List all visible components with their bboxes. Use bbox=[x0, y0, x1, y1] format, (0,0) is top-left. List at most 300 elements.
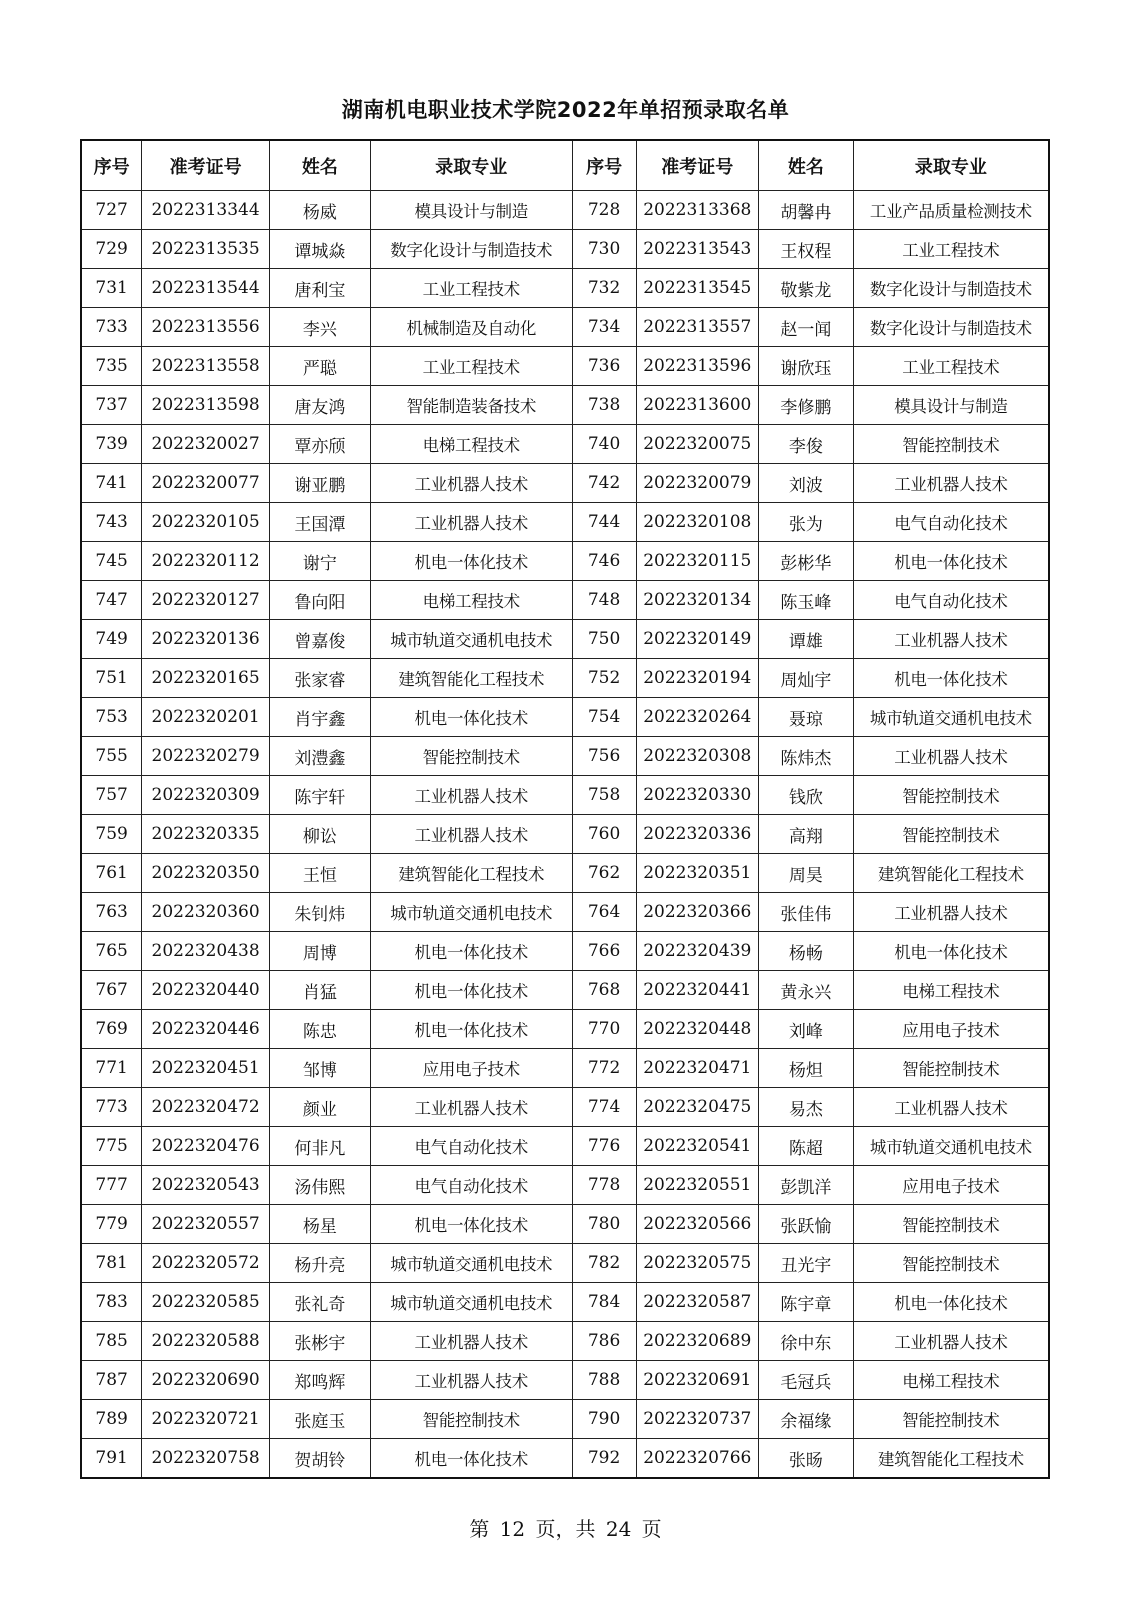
cell-major-right: 电梯工程技术 bbox=[853, 1361, 1049, 1400]
cell-seq-left: 785 bbox=[81, 1322, 142, 1361]
cell-major-right: 工业工程技术 bbox=[853, 230, 1049, 269]
cell-exam-id-left: 2022320136 bbox=[142, 620, 270, 659]
cell-name-right: 谢欣珏 bbox=[759, 347, 854, 386]
cell-seq-right: 744 bbox=[572, 503, 636, 542]
cell-seq-right: 784 bbox=[572, 1283, 636, 1322]
table-row bbox=[81, 1127, 1049, 1166]
cell-name-right: 陈玉峰 bbox=[759, 581, 854, 620]
cell-seq-left: 789 bbox=[81, 1400, 142, 1439]
cell-name-right: 聂琼 bbox=[759, 698, 854, 737]
cell-seq-left: 779 bbox=[81, 1205, 142, 1244]
cell-exam-id-right: 2022313596 bbox=[636, 347, 759, 386]
cell-exam-id-right: 2022320448 bbox=[636, 1010, 759, 1049]
cell-major-right: 电气自动化技术 bbox=[853, 503, 1049, 542]
cell-major-right: 电气自动化技术 bbox=[853, 581, 1049, 620]
cell-seq-right: 766 bbox=[572, 932, 636, 971]
cell-seq-left: 771 bbox=[81, 1049, 142, 1088]
table-row bbox=[81, 1088, 1049, 1127]
cell-major-left: 数字化设计与制造技术 bbox=[370, 230, 572, 269]
table-body bbox=[81, 191, 1049, 1479]
cell-name-left: 柳讼 bbox=[269, 815, 370, 854]
cell-exam-id-left: 2022320438 bbox=[142, 932, 270, 971]
header-seq-left: 序号 bbox=[81, 140, 142, 191]
cell-seq-right: 738 bbox=[572, 386, 636, 425]
cell-exam-id-right: 2022320308 bbox=[636, 737, 759, 776]
cell-exam-id-right: 2022320194 bbox=[636, 659, 759, 698]
cell-exam-id-right: 2022320149 bbox=[636, 620, 759, 659]
cell-exam-id-left: 2022313556 bbox=[142, 308, 270, 347]
page-number: 第 12 页，共 24 页 bbox=[469, 1517, 662, 1541]
cell-seq-right: 778 bbox=[572, 1166, 636, 1205]
table-row bbox=[81, 698, 1049, 737]
cell-name-right: 敬紫龙 bbox=[759, 269, 854, 308]
cell-major-left: 电梯工程技术 bbox=[370, 581, 572, 620]
table-row bbox=[81, 386, 1049, 425]
table-row bbox=[81, 1322, 1049, 1361]
cell-name-right: 李俊 bbox=[759, 425, 854, 464]
cell-seq-left: 777 bbox=[81, 1166, 142, 1205]
cell-major-left: 机械制造及自动化 bbox=[370, 308, 572, 347]
header-exam-id-right: 准考证号 bbox=[636, 140, 759, 191]
cell-major-right: 智能控制技术 bbox=[853, 1400, 1049, 1439]
admission-table bbox=[80, 139, 1050, 1479]
cell-major-right: 工业工程技术 bbox=[853, 347, 1049, 386]
cell-exam-id-left: 2022313535 bbox=[142, 230, 270, 269]
cell-major-left: 工业机器人技术 bbox=[370, 464, 572, 503]
cell-name-right: 周昊 bbox=[759, 854, 854, 893]
cell-exam-id-left: 2022313344 bbox=[142, 191, 270, 230]
cell-major-right: 工业机器人技术 bbox=[853, 893, 1049, 932]
cell-exam-id-right: 2022320541 bbox=[636, 1127, 759, 1166]
cell-major-left: 城市轨道交通机电技术 bbox=[370, 1244, 572, 1283]
table-row bbox=[81, 1244, 1049, 1283]
cell-seq-left: 755 bbox=[81, 737, 142, 776]
cell-name-right: 丑光宇 bbox=[759, 1244, 854, 1283]
table-row bbox=[81, 503, 1049, 542]
cell-name-right: 陈超 bbox=[759, 1127, 854, 1166]
cell-major-left: 应用电子技术 bbox=[370, 1049, 572, 1088]
cell-major-right: 工业产品质量检测技术 bbox=[853, 191, 1049, 230]
cell-exam-id-left: 2022320309 bbox=[142, 776, 270, 815]
cell-seq-right: 734 bbox=[572, 308, 636, 347]
cell-exam-id-right: 2022313600 bbox=[636, 386, 759, 425]
cell-exam-id-left: 2022320758 bbox=[142, 1439, 270, 1479]
cell-exam-id-right: 2022320134 bbox=[636, 581, 759, 620]
cell-major-right: 电梯工程技术 bbox=[853, 971, 1049, 1010]
cell-name-right: 黄永兴 bbox=[759, 971, 854, 1010]
cell-major-left: 智能控制技术 bbox=[370, 737, 572, 776]
cell-seq-right: 776 bbox=[572, 1127, 636, 1166]
cell-major-left: 机电一体化技术 bbox=[370, 698, 572, 737]
cell-exam-id-right: 2022320551 bbox=[636, 1166, 759, 1205]
cell-name-left: 郑鸣辉 bbox=[269, 1361, 370, 1400]
cell-name-right: 陈炜杰 bbox=[759, 737, 854, 776]
table-row bbox=[81, 1010, 1049, 1049]
cell-exam-id-right: 2022313557 bbox=[636, 308, 759, 347]
cell-name-right: 高翔 bbox=[759, 815, 854, 854]
cell-name-left: 严聪 bbox=[269, 347, 370, 386]
cell-name-left: 鲁向阳 bbox=[269, 581, 370, 620]
cell-major-left: 工业机器人技术 bbox=[370, 503, 572, 542]
table-row bbox=[81, 1049, 1049, 1088]
table-row bbox=[81, 737, 1049, 776]
table-header-row bbox=[81, 140, 1049, 191]
cell-seq-left: 783 bbox=[81, 1283, 142, 1322]
cell-seq-left: 741 bbox=[81, 464, 142, 503]
cell-exam-id-right: 2022320336 bbox=[636, 815, 759, 854]
cell-major-left: 工业工程技术 bbox=[370, 347, 572, 386]
cell-exam-id-left: 2022320165 bbox=[142, 659, 270, 698]
cell-exam-id-right: 2022320737 bbox=[636, 1400, 759, 1439]
cell-major-right: 数字化设计与制造技术 bbox=[853, 308, 1049, 347]
cell-exam-id-right: 2022320079 bbox=[636, 464, 759, 503]
cell-name-right: 胡馨冉 bbox=[759, 191, 854, 230]
cell-exam-id-right: 2022320115 bbox=[636, 542, 759, 581]
cell-exam-id-right: 2022320264 bbox=[636, 698, 759, 737]
table-row bbox=[81, 230, 1049, 269]
cell-name-right: 毛冠兵 bbox=[759, 1361, 854, 1400]
cell-major-right: 工业机器人技术 bbox=[853, 737, 1049, 776]
cell-exam-id-left: 2022320335 bbox=[142, 815, 270, 854]
header-seq-right: 序号 bbox=[572, 140, 636, 191]
cell-seq-left: 759 bbox=[81, 815, 142, 854]
cell-exam-id-right: 2022320575 bbox=[636, 1244, 759, 1283]
cell-name-left: 李兴 bbox=[269, 308, 370, 347]
cell-name-right: 徐中东 bbox=[759, 1322, 854, 1361]
table-row bbox=[81, 425, 1049, 464]
cell-exam-id-left: 2022320127 bbox=[142, 581, 270, 620]
cell-name-left: 张礼奇 bbox=[269, 1283, 370, 1322]
cell-seq-left: 791 bbox=[81, 1439, 142, 1479]
cell-major-right: 工业机器人技术 bbox=[853, 1322, 1049, 1361]
cell-exam-id-right: 2022320441 bbox=[636, 971, 759, 1010]
cell-seq-right: 768 bbox=[572, 971, 636, 1010]
cell-exam-id-left: 2022320112 bbox=[142, 542, 270, 581]
cell-major-right: 智能控制技术 bbox=[853, 1244, 1049, 1283]
cell-seq-right: 756 bbox=[572, 737, 636, 776]
cell-exam-id-right: 2022320075 bbox=[636, 425, 759, 464]
cell-seq-right: 764 bbox=[572, 893, 636, 932]
cell-seq-right: 728 bbox=[572, 191, 636, 230]
cell-exam-id-left: 2022320027 bbox=[142, 425, 270, 464]
cell-name-right: 陈宇章 bbox=[759, 1283, 854, 1322]
table-row bbox=[81, 1439, 1049, 1479]
header-major-right: 录取专业 bbox=[853, 140, 1049, 191]
cell-seq-right: 782 bbox=[572, 1244, 636, 1283]
cell-exam-id-left: 2022320201 bbox=[142, 698, 270, 737]
cell-name-left: 刘澧鑫 bbox=[269, 737, 370, 776]
cell-major-left: 工业机器人技术 bbox=[370, 1322, 572, 1361]
cell-seq-left: 735 bbox=[81, 347, 142, 386]
table-row bbox=[81, 815, 1049, 854]
cell-name-right: 李修鹏 bbox=[759, 386, 854, 425]
table-row bbox=[81, 776, 1049, 815]
cell-exam-id-right: 2022320330 bbox=[636, 776, 759, 815]
cell-name-left: 杨升亮 bbox=[269, 1244, 370, 1283]
cell-name-right: 张跃愉 bbox=[759, 1205, 854, 1244]
cell-seq-right: 762 bbox=[572, 854, 636, 893]
table-row bbox=[81, 932, 1049, 971]
cell-seq-left: 729 bbox=[81, 230, 142, 269]
cell-seq-right: 770 bbox=[572, 1010, 636, 1049]
cell-major-right: 智能控制技术 bbox=[853, 776, 1049, 815]
cell-exam-id-right: 2022320351 bbox=[636, 854, 759, 893]
cell-exam-id-left: 2022320690 bbox=[142, 1361, 270, 1400]
cell-major-left: 机电一体化技术 bbox=[370, 1010, 572, 1049]
cell-name-left: 贺胡铃 bbox=[269, 1439, 370, 1479]
cell-name-left: 谢宁 bbox=[269, 542, 370, 581]
cell-major-left: 城市轨道交通机电技术 bbox=[370, 620, 572, 659]
cell-major-right: 建筑智能化工程技术 bbox=[853, 854, 1049, 893]
table-row bbox=[81, 581, 1049, 620]
table-row bbox=[81, 971, 1049, 1010]
cell-name-left: 肖宇鑫 bbox=[269, 698, 370, 737]
cell-major-right: 数字化设计与制造技术 bbox=[853, 269, 1049, 308]
cell-major-left: 机电一体化技术 bbox=[370, 542, 572, 581]
table-row bbox=[81, 542, 1049, 581]
cell-name-right: 周灿宇 bbox=[759, 659, 854, 698]
cell-name-left: 汤伟熙 bbox=[269, 1166, 370, 1205]
cell-seq-right: 760 bbox=[572, 815, 636, 854]
cell-seq-right: 742 bbox=[572, 464, 636, 503]
cell-major-right: 机电一体化技术 bbox=[853, 542, 1049, 581]
cell-exam-id-left: 2022320585 bbox=[142, 1283, 270, 1322]
cell-major-left: 机电一体化技术 bbox=[370, 932, 572, 971]
cell-major-left: 工业机器人技术 bbox=[370, 776, 572, 815]
cell-major-right: 机电一体化技术 bbox=[853, 932, 1049, 971]
cell-name-left: 谭城焱 bbox=[269, 230, 370, 269]
cell-name-right: 杨炟 bbox=[759, 1049, 854, 1088]
cell-exam-id-right: 2022313545 bbox=[636, 269, 759, 308]
cell-seq-left: 769 bbox=[81, 1010, 142, 1049]
cell-exam-id-right: 2022320766 bbox=[636, 1439, 759, 1479]
cell-major-left: 智能制造装备技术 bbox=[370, 386, 572, 425]
cell-seq-right: 746 bbox=[572, 542, 636, 581]
cell-major-left: 电气自动化技术 bbox=[370, 1127, 572, 1166]
cell-major-left: 电气自动化技术 bbox=[370, 1166, 572, 1205]
cell-exam-id-right: 2022320587 bbox=[636, 1283, 759, 1322]
table-row bbox=[81, 620, 1049, 659]
cell-major-left: 工业机器人技术 bbox=[370, 1361, 572, 1400]
cell-seq-left: 767 bbox=[81, 971, 142, 1010]
cell-name-left: 唐利宝 bbox=[269, 269, 370, 308]
cell-name-right: 彭凯洋 bbox=[759, 1166, 854, 1205]
cell-major-left: 城市轨道交通机电技术 bbox=[370, 893, 572, 932]
cell-major-right: 智能控制技术 bbox=[853, 815, 1049, 854]
cell-name-left: 张庭玉 bbox=[269, 1400, 370, 1439]
cell-seq-right: 786 bbox=[572, 1322, 636, 1361]
cell-name-left: 曾嘉俊 bbox=[269, 620, 370, 659]
cell-major-left: 模具设计与制造 bbox=[370, 191, 572, 230]
cell-seq-left: 745 bbox=[81, 542, 142, 581]
cell-exam-id-left: 2022320451 bbox=[142, 1049, 270, 1088]
cell-seq-left: 775 bbox=[81, 1127, 142, 1166]
cell-exam-id-right: 2022320439 bbox=[636, 932, 759, 971]
cell-name-right: 赵一闻 bbox=[759, 308, 854, 347]
table-row bbox=[81, 1400, 1049, 1439]
cell-major-right: 工业机器人技术 bbox=[853, 1088, 1049, 1127]
cell-major-right: 应用电子技术 bbox=[853, 1010, 1049, 1049]
cell-major-left: 城市轨道交通机电技术 bbox=[370, 1283, 572, 1322]
cell-exam-id-right: 2022313368 bbox=[636, 191, 759, 230]
cell-seq-left: 733 bbox=[81, 308, 142, 347]
cell-exam-id-left: 2022320543 bbox=[142, 1166, 270, 1205]
cell-major-left: 机电一体化技术 bbox=[370, 971, 572, 1010]
cell-seq-right: 730 bbox=[572, 230, 636, 269]
cell-major-left: 智能控制技术 bbox=[370, 1400, 572, 1439]
cell-seq-left: 739 bbox=[81, 425, 142, 464]
cell-exam-id-left: 2022320279 bbox=[142, 737, 270, 776]
cell-exam-id-left: 2022313544 bbox=[142, 269, 270, 308]
cell-exam-id-left: 2022320721 bbox=[142, 1400, 270, 1439]
cell-name-left: 唐友鸿 bbox=[269, 386, 370, 425]
cell-seq-right: 774 bbox=[572, 1088, 636, 1127]
cell-exam-id-left: 2022320105 bbox=[142, 503, 270, 542]
cell-name-left: 朱钊炜 bbox=[269, 893, 370, 932]
cell-seq-right: 732 bbox=[572, 269, 636, 308]
cell-seq-left: 727 bbox=[81, 191, 142, 230]
cell-seq-right: 792 bbox=[572, 1439, 636, 1479]
header-exam-id-left: 准考证号 bbox=[142, 140, 270, 191]
cell-exam-id-left: 2022320572 bbox=[142, 1244, 270, 1283]
cell-major-right: 模具设计与制造 bbox=[853, 386, 1049, 425]
cell-major-left: 工业机器人技术 bbox=[370, 815, 572, 854]
cell-major-right: 城市轨道交通机电技术 bbox=[853, 1127, 1049, 1166]
cell-major-right: 城市轨道交通机电技术 bbox=[853, 698, 1049, 737]
table-row bbox=[81, 191, 1049, 230]
cell-seq-right: 772 bbox=[572, 1049, 636, 1088]
cell-seq-left: 761 bbox=[81, 854, 142, 893]
cell-seq-left: 737 bbox=[81, 386, 142, 425]
table-row bbox=[81, 464, 1049, 503]
cell-major-right: 机电一体化技术 bbox=[853, 659, 1049, 698]
cell-seq-left: 765 bbox=[81, 932, 142, 971]
table-row bbox=[81, 659, 1049, 698]
cell-name-left: 周博 bbox=[269, 932, 370, 971]
cell-exam-id-right: 2022320691 bbox=[636, 1361, 759, 1400]
cell-name-left: 王国潭 bbox=[269, 503, 370, 542]
table-row bbox=[81, 1166, 1049, 1205]
cell-name-right: 谭雄 bbox=[759, 620, 854, 659]
cell-exam-id-right: 2022320471 bbox=[636, 1049, 759, 1088]
cell-seq-right: 788 bbox=[572, 1361, 636, 1400]
cell-name-right: 杨畅 bbox=[759, 932, 854, 971]
cell-name-right: 刘峰 bbox=[759, 1010, 854, 1049]
cell-major-right: 工业机器人技术 bbox=[853, 620, 1049, 659]
cell-major-right: 工业机器人技术 bbox=[853, 464, 1049, 503]
cell-seq-right: 780 bbox=[572, 1205, 636, 1244]
cell-major-left: 工业工程技术 bbox=[370, 269, 572, 308]
cell-seq-left: 763 bbox=[81, 893, 142, 932]
cell-seq-right: 790 bbox=[572, 1400, 636, 1439]
cell-name-right: 王权程 bbox=[759, 230, 854, 269]
cell-major-left: 机电一体化技术 bbox=[370, 1439, 572, 1479]
cell-name-left: 王恒 bbox=[269, 854, 370, 893]
cell-seq-right: 750 bbox=[572, 620, 636, 659]
cell-name-left: 覃亦颀 bbox=[269, 425, 370, 464]
table-row bbox=[81, 308, 1049, 347]
cell-name-right: 余福缘 bbox=[759, 1400, 854, 1439]
cell-seq-left: 787 bbox=[81, 1361, 142, 1400]
cell-exam-id-left: 2022320077 bbox=[142, 464, 270, 503]
cell-exam-id-left: 2022320557 bbox=[142, 1205, 270, 1244]
cell-seq-right: 754 bbox=[572, 698, 636, 737]
table-row bbox=[81, 1361, 1049, 1400]
cell-exam-id-left: 2022320588 bbox=[142, 1322, 270, 1361]
cell-name-left: 张家睿 bbox=[269, 659, 370, 698]
cell-major-left: 建筑智能化工程技术 bbox=[370, 854, 572, 893]
cell-exam-id-right: 2022320108 bbox=[636, 503, 759, 542]
cell-exam-id-right: 2022320475 bbox=[636, 1088, 759, 1127]
table-row bbox=[81, 854, 1049, 893]
cell-seq-left: 773 bbox=[81, 1088, 142, 1127]
cell-seq-right: 752 bbox=[572, 659, 636, 698]
cell-name-left: 杨威 bbox=[269, 191, 370, 230]
cell-name-right: 刘波 bbox=[759, 464, 854, 503]
cell-seq-left: 747 bbox=[81, 581, 142, 620]
cell-seq-right: 736 bbox=[572, 347, 636, 386]
table-row bbox=[81, 1283, 1049, 1322]
cell-seq-left: 731 bbox=[81, 269, 142, 308]
cell-exam-id-left: 2022320440 bbox=[142, 971, 270, 1010]
header-name-left: 姓名 bbox=[269, 140, 370, 191]
table-row bbox=[81, 269, 1049, 308]
cell-exam-id-left: 2022320446 bbox=[142, 1010, 270, 1049]
cell-exam-id-left: 2022320476 bbox=[142, 1127, 270, 1166]
cell-exam-id-right: 2022313543 bbox=[636, 230, 759, 269]
table-row bbox=[81, 1205, 1049, 1244]
cell-major-left: 机电一体化技术 bbox=[370, 1205, 572, 1244]
cell-exam-id-right: 2022320689 bbox=[636, 1322, 759, 1361]
cell-exam-id-left: 2022320472 bbox=[142, 1088, 270, 1127]
cell-major-right: 智能控制技术 bbox=[853, 1205, 1049, 1244]
cell-seq-left: 781 bbox=[81, 1244, 142, 1283]
cell-seq-left: 753 bbox=[81, 698, 142, 737]
cell-name-left: 邹博 bbox=[269, 1049, 370, 1088]
cell-name-left: 颜业 bbox=[269, 1088, 370, 1127]
cell-major-right: 智能控制技术 bbox=[853, 425, 1049, 464]
table-row bbox=[81, 347, 1049, 386]
cell-seq-left: 751 bbox=[81, 659, 142, 698]
cell-name-left: 肖猛 bbox=[269, 971, 370, 1010]
cell-major-left: 工业机器人技术 bbox=[370, 1088, 572, 1127]
page-title: 湖南机电职业技术学院2022年单招预录取名单 bbox=[341, 98, 790, 122]
cell-major-right: 建筑智能化工程技术 bbox=[853, 1439, 1049, 1479]
cell-seq-right: 740 bbox=[572, 425, 636, 464]
cell-name-left: 杨星 bbox=[269, 1205, 370, 1244]
cell-name-left: 谢亚鹏 bbox=[269, 464, 370, 503]
header-major-left: 录取专业 bbox=[370, 140, 572, 191]
cell-name-right: 钱欣 bbox=[759, 776, 854, 815]
cell-major-left: 建筑智能化工程技术 bbox=[370, 659, 572, 698]
cell-name-right: 张旸 bbox=[759, 1439, 854, 1479]
cell-seq-left: 749 bbox=[81, 620, 142, 659]
cell-name-right: 易杰 bbox=[759, 1088, 854, 1127]
header-name-right: 姓名 bbox=[759, 140, 854, 191]
cell-name-right: 张佳伟 bbox=[759, 893, 854, 932]
cell-seq-right: 758 bbox=[572, 776, 636, 815]
cell-exam-id-left: 2022313558 bbox=[142, 347, 270, 386]
cell-seq-left: 757 bbox=[81, 776, 142, 815]
cell-major-right: 智能控制技术 bbox=[853, 1049, 1049, 1088]
cell-exam-id-left: 2022313598 bbox=[142, 386, 270, 425]
table-row bbox=[81, 893, 1049, 932]
cell-major-right: 机电一体化技术 bbox=[853, 1283, 1049, 1322]
cell-name-right: 张为 bbox=[759, 503, 854, 542]
cell-name-left: 陈忠 bbox=[269, 1010, 370, 1049]
cell-seq-left: 743 bbox=[81, 503, 142, 542]
cell-name-right: 彭彬华 bbox=[759, 542, 854, 581]
